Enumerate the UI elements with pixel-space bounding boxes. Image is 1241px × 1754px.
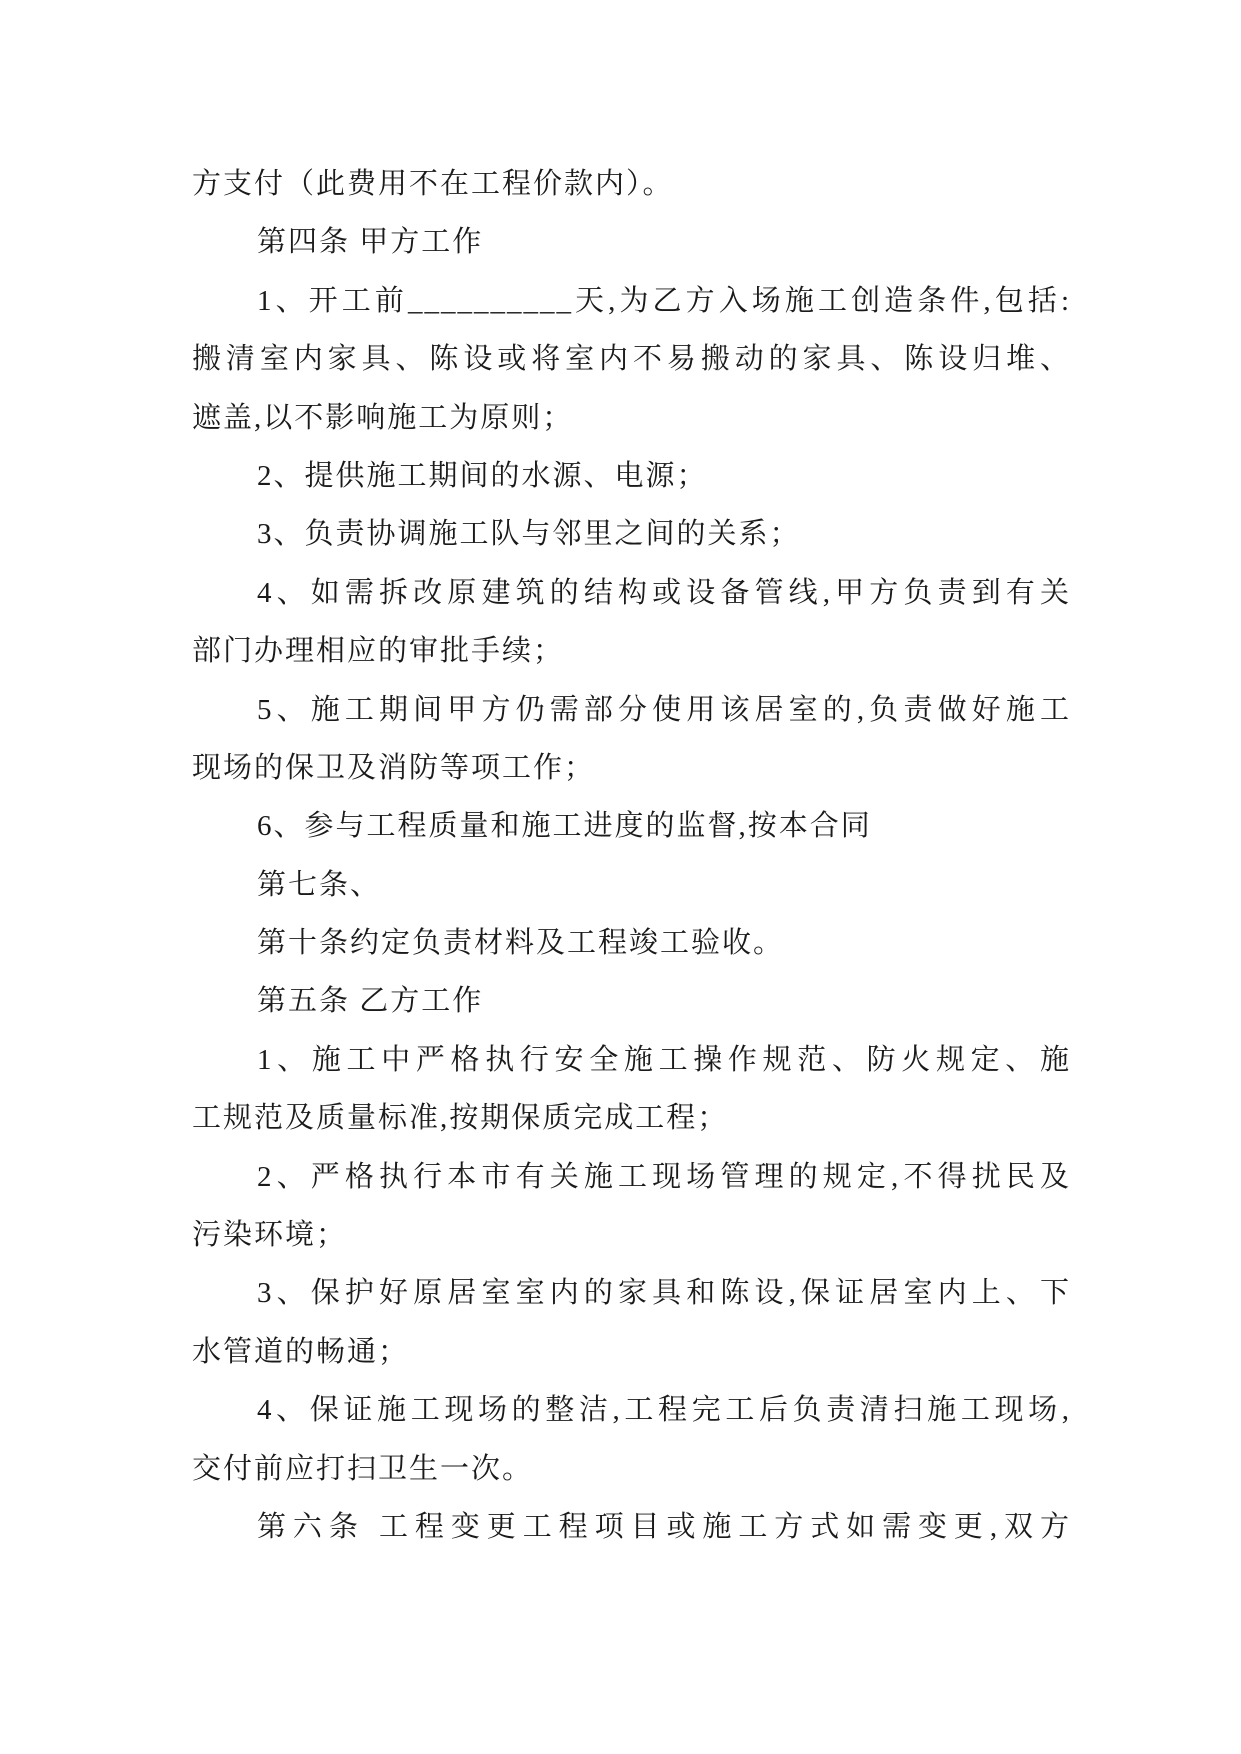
article-heading: 第六条 工程变更工程项目或施工方式如需变更,双方	[257, 1510, 1071, 1543]
text-line: 搬清室内家具、陈设或将室内不易搬动的家具、陈设归堆、	[192, 343, 1071, 376]
text-line: 水管道的畅通；	[192, 1335, 410, 1368]
text-line: 2、严格执行本市有关施工现场管理的规定,不得扰民及	[257, 1160, 1071, 1193]
text-line: 6、参与工程质量和施工进度的监督,按本合同	[257, 810, 872, 843]
text-line: 2、提供施工期间的水源、电源；	[257, 459, 708, 492]
text-line: 3、保护好原居室室内的家具和陈设,保证居室内上、下	[257, 1277, 1071, 1310]
text-line: 4、如需拆改原建筑的结构或设备管线,甲方负责到有关	[257, 576, 1071, 609]
text-line: 污染环境；	[192, 1219, 348, 1252]
text-line: 交付前应打扫卫生一次。	[192, 1452, 534, 1485]
article-heading: 第四条 甲方工作	[257, 226, 484, 259]
text-line: 部门办理相应的审批手续；	[192, 635, 565, 668]
text-line: 1、开工前__________天,为乙方入场施工创造条件,包括:	[257, 284, 1071, 317]
article-heading: 第五条 乙方工作	[257, 985, 484, 1018]
text-line: 现场的保卫及消防等项工作；	[192, 751, 596, 784]
text-line: 工规范及质量标准,按期保质完成工程；	[192, 1102, 729, 1135]
text-line: 遮盖,以不影响施工为原则；	[192, 401, 574, 434]
text-line: 4、保证施工现场的整洁,工程完工后负责清扫施工现场,	[257, 1394, 1071, 1427]
text-line: 3、负责协调施工队与邻里之间的关系；	[257, 518, 801, 551]
text-line: 方支付（此费用不在工程价款内）。	[192, 168, 674, 200]
text-line: 1、施工中严格执行安全施工操作规范、防火规定、施	[257, 1043, 1071, 1076]
text-line: 第十条约定负责材料及工程竣工验收。	[257, 927, 785, 960]
document-body	[192, 155, 1071, 1556]
text-line: 第七条、	[257, 868, 382, 901]
text-line: 5、施工期间甲方仍需部分使用该居室的,负责做好施工	[257, 693, 1071, 726]
